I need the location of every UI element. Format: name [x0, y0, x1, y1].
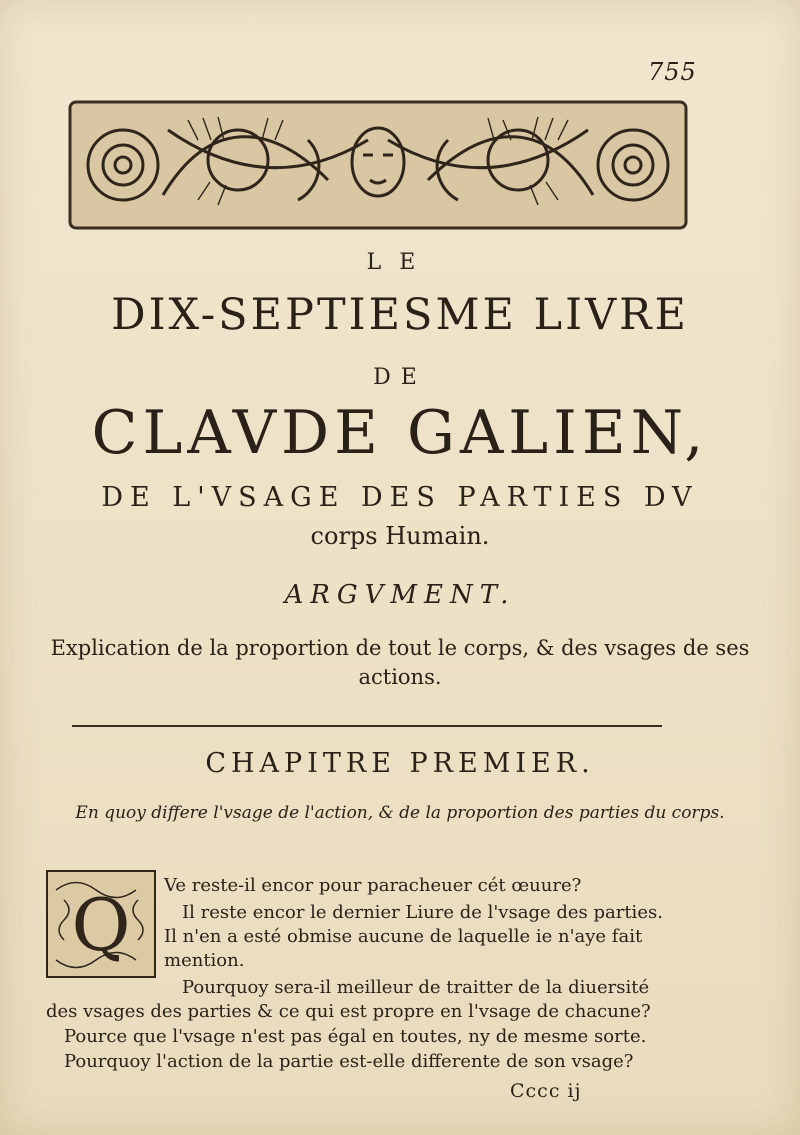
- title-subtitle-2: corps Humain.: [310, 522, 490, 550]
- title-le: LE: [366, 250, 434, 275]
- argument-heading: ARGVMENT.: [284, 580, 516, 610]
- body-line: Pourquoy l'action de la partie est-elle differente de son vsage?: [64, 1051, 634, 1072]
- title-author: CLAVDE GALIEN,: [91, 398, 709, 468]
- title-de: DE: [373, 365, 427, 390]
- body-line: mention.: [164, 950, 245, 971]
- title-subtitle: DE L'VSAGE DES PARTIES DV: [101, 482, 699, 513]
- headpiece-ornament: [68, 100, 688, 230]
- drop-cap-letter: Q: [71, 883, 131, 967]
- signature-mark: Cccc ij: [510, 1080, 582, 1102]
- body-line: des vsages des parties & ce qui est propre en l'vsage de chacune?: [46, 1001, 651, 1022]
- argument-text: Explication de la proportion de tout le corps, & des vsages de ses actions.: [50, 636, 750, 689]
- body-line: Il reste encor le dernier Liure de l'vsage des parties.: [182, 902, 663, 923]
- chapter-title: CHAPITRE PREMIER.: [205, 748, 595, 779]
- body-line: Ve reste-il encor pour paracheuer cét œuure?: [164, 875, 582, 896]
- chapter-subtitle: En quoy differe l'vsage de l'action, & de la proportion des parties du corps.: [75, 803, 725, 823]
- body-line: Pource que l'vsage n'est pas égal en toutes, ny de mesme sorte.: [64, 1026, 647, 1047]
- body-line: Il n'en a esté obmise aucune de laquelle ie n'aye fait: [164, 926, 643, 947]
- page-number: 755: [648, 58, 697, 86]
- divider-rule: [72, 725, 662, 727]
- drop-cap-ornament: [46, 870, 156, 978]
- title-main: DIX-SEPTIESME LIVRE: [111, 290, 689, 340]
- body-line: Pourquoy sera-il meilleur de traitter de la diuersité: [182, 977, 650, 998]
